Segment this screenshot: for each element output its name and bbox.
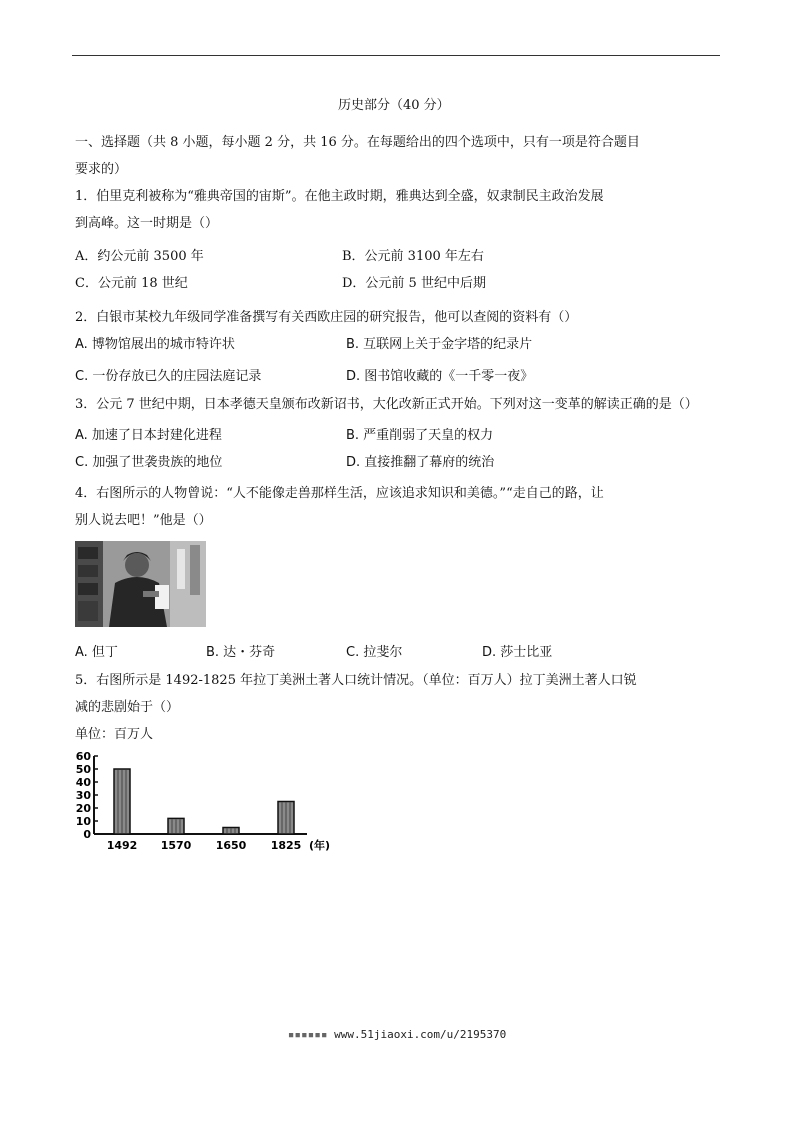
x-tick-label-1492: 1492 [106, 839, 138, 852]
q2-option-d: D. 图书馆收藏的《一千零一夜》 [346, 369, 534, 384]
q2-option-a: A. 博物馆展出的城市特许状 [75, 337, 235, 352]
x-axis-unit: (年) [309, 839, 331, 852]
footer-watermark [0, 1028, 794, 1041]
q1-option-d: D．公元前 5 世纪中后期 [342, 276, 486, 291]
population-bar-chart [75, 752, 340, 858]
y-tick-label: 0 [83, 828, 91, 841]
q4-option-b: B. 达・芬奇 [206, 645, 276, 660]
footer-url: www.51jiaoxi.com/u/2195370 [334, 1028, 507, 1041]
y-tick-label: 50 [75, 763, 91, 776]
section-title: 历史部分（40 分） [338, 98, 450, 113]
y-tick-label: 40 [75, 776, 91, 789]
portrait-figure-image [75, 541, 206, 627]
q3-option-b: B. 严重削弱了天皇的权力 [346, 428, 494, 443]
y-tick-label: 10 [75, 815, 91, 828]
q1-stem-line-1: 1．伯里克利被称为“雅典帝国的宙斯”。在他主政时期，雅典达到全盛，奴隶制民主政治发展 [75, 189, 604, 204]
y-tick-label: 20 [75, 802, 91, 815]
q1-option-b: B．公元前 3100 年左右 [342, 249, 484, 264]
header-rule [72, 55, 720, 56]
q1-option-a: A．约公元前 3500 年 [75, 249, 204, 264]
instructions-line-1: 一、选择题（共 8 小题，每小题 2 分，共 16 分。在每题给出的四个选项中，只有一项是符合题目 [75, 135, 640, 150]
y-tick-label: 30 [75, 789, 91, 802]
q3-option-d: D. 直接推翻了幕府的统治 [346, 455, 495, 470]
chart-unit-label: 单位：百万人 [75, 727, 154, 742]
q2-option-c: C. 一份存放已久的庄园法庭记录 [75, 369, 262, 384]
q4-option-c: C. 拉斐尔 [346, 645, 403, 660]
y-tick-label: 60 [75, 752, 91, 763]
x-tick-label-1570: 1570 [160, 839, 192, 852]
q3-option-c: C. 加强了世袭贵族的地位 [75, 455, 223, 470]
q2-stem: 2．白银市某校九年级同学准备撰写有关西欧庄园的研究报告，他可以查阅的资料有（） [75, 310, 578, 325]
q5-stem-line-2: 减的悲剧始于（） [75, 700, 180, 715]
q4-stem-line-2: 别人说去吧！”他是（） [75, 513, 212, 528]
q3-stem: 3．公元 7 世纪中期，日本孝德天皇颁布改新诏书，大化改新正式开始。下列对这一变革的解读正确的是（） [75, 397, 698, 412]
q3-option-a: A. 加速了日本封建化进程 [75, 428, 222, 443]
x-tick-label-1650: 1650 [215, 839, 247, 852]
q1-stem-line-2: 到高峰。这一时期是（） [75, 216, 219, 231]
footer-logo-icon: ▪▪▪▪▪▪ [287, 1028, 328, 1041]
q2-option-b: B. 互联网上关于金字塔的纪录片 [346, 337, 533, 352]
q1-option-c: C．公元前 18 世纪 [75, 276, 188, 291]
q4-stem-line-1: 4．右图所示的人物曾说：“人不能像走兽那样生活，应该追求知识和美德。”“走自己的路，让 [75, 486, 604, 501]
instructions-line-2: 要求的） [75, 162, 128, 177]
q5-stem-line-1: 5．右图所示是 1492-1825 年拉丁美洲土著人口统计情况。（单位：百万人）拉丁美洲土著人口锐 [75, 673, 637, 688]
q4-option-a: A. 但丁 [75, 645, 118, 660]
x-tick-label-1825: 1825 [270, 839, 302, 852]
q4-option-d: D. 莎士比亚 [482, 645, 553, 660]
